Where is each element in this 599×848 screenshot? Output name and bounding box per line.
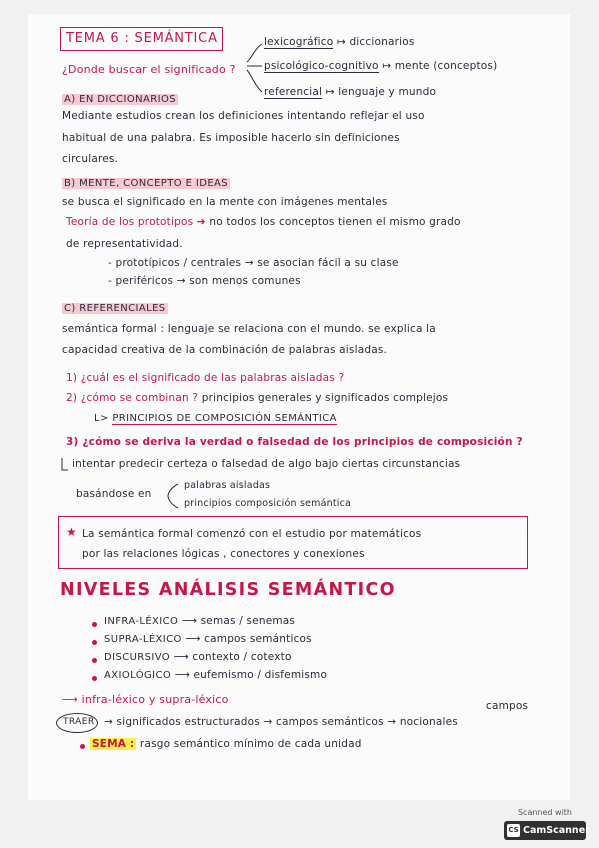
bullet-icon: [80, 744, 85, 749]
basandose-label: basándose en: [76, 488, 152, 500]
section-b-heading: B) MENTE, CONCEPTO E IDEAS: [64, 178, 229, 189]
scanned-with-label: Scanned with: [517, 808, 573, 817]
sema-line: SEMA : rasgo semántico mínimo de cada unidad: [92, 738, 362, 750]
branch-referencial: referencial ↦ lenguaje y mundo: [264, 86, 437, 98]
question-3: 3) ¿cómo se deriva la verdad o falsedad de los principios de composición ?: [66, 436, 523, 448]
prototipicos-item: - prototípicos / centrales → se asocian fácil a su clase: [108, 257, 399, 269]
section-a-line-3: circulares.: [62, 153, 119, 165]
branch-psicologico: psicológico-cognitivo ↦ mente (conceptos): [264, 60, 498, 72]
section-a-line-1: Mediante estudios crean los definiciones intentando reflejar el uso: [62, 110, 425, 122]
section-c-heading: C) REFERENCIALES: [64, 303, 166, 314]
principios-composicion: L> PRINCIPIOS DE COMPOSICIÓN SEMÁNTICA: [94, 413, 337, 424]
teoria-line-2: de representatividad.: [66, 238, 183, 250]
infra-supra-line: ⟶ infra-léxico y supra-léxico: [62, 693, 229, 706]
nivel-axiologico: AXIOLÓGICO ⟶ eufemismo / disfemismo: [104, 669, 328, 681]
section-b-line-1: se busca el significado en la mente con imágenes mentales: [62, 196, 388, 208]
traer-label: TRAER: [63, 717, 95, 727]
section-a-line-2: habitual de una palabra. Es imposible hacerlo sin definiciones: [62, 132, 400, 144]
camscanner-icon: CS: [507, 824, 520, 837]
campos-word: campos: [486, 700, 529, 712]
branch-lexicografico: lexicográfico ↦ diccionarios: [264, 36, 415, 48]
traer-chain: → significados estructurados → campos semánticos → nocionales: [104, 716, 458, 728]
note-box: [58, 516, 528, 569]
camscanner-logo: [504, 821, 590, 840]
basandose-item-1: palabras aisladas: [184, 480, 271, 491]
star-icon: ★: [66, 525, 77, 539]
camscanner-brand: CamScanner: [523, 825, 590, 836]
question-where: ¿Donde buscar el significado ?: [62, 63, 236, 76]
nivel-discursivo: DISCURSIVO ⟶ contexto / cotexto: [104, 651, 292, 663]
bullet-icon: [92, 676, 97, 681]
question-2: 2) ¿cómo se combinan ? principios generales y significados complejos: [66, 392, 449, 404]
note-line-1: La semántica formal comenzó con el estudio por matemáticos: [82, 528, 422, 540]
note-line-2: por las relaciones lógicas , conectores y conexiones: [82, 548, 365, 560]
question-3-text: intentar predecir certeza o falsedad de algo bajo ciertas circunstancias: [72, 458, 461, 470]
nivel-infra: INFRA-LÉXICO ⟶ semas / senemas: [104, 615, 296, 627]
perifericos-item: - periféricos → son menos comunes: [108, 275, 301, 287]
page-title: TEMA 6 : SEMÁNTICA: [66, 31, 218, 46]
semantica-formal-line: semántica formal : lenguaje se relaciona con el mundo. se explica la: [62, 323, 436, 335]
section-a-heading: A) EN DICCIONARIOS: [64, 94, 176, 105]
bullet-icon: [92, 640, 97, 645]
niveles-title: NIVELES ANÁLISIS SEMÁNTICO: [60, 580, 396, 600]
nivel-supra: SUPRA-LÉXICO ⟶ campos semánticos: [104, 633, 312, 645]
teoria-prototipos: Teoría de los prototipos ➔ no todos los conceptos tienen el mismo grado: [66, 216, 461, 228]
basandose-item-2: principios composición semántica: [184, 498, 352, 509]
bullet-icon: [92, 622, 97, 627]
question-1: 1) ¿cuál es el significado de las palabras aisladas ?: [66, 372, 345, 384]
bullet-icon: [92, 658, 97, 663]
camscanner-watermark: [502, 808, 588, 844]
semantica-formal-line-2: capacidad creativa de la combinación de palabras aisladas.: [62, 344, 388, 356]
